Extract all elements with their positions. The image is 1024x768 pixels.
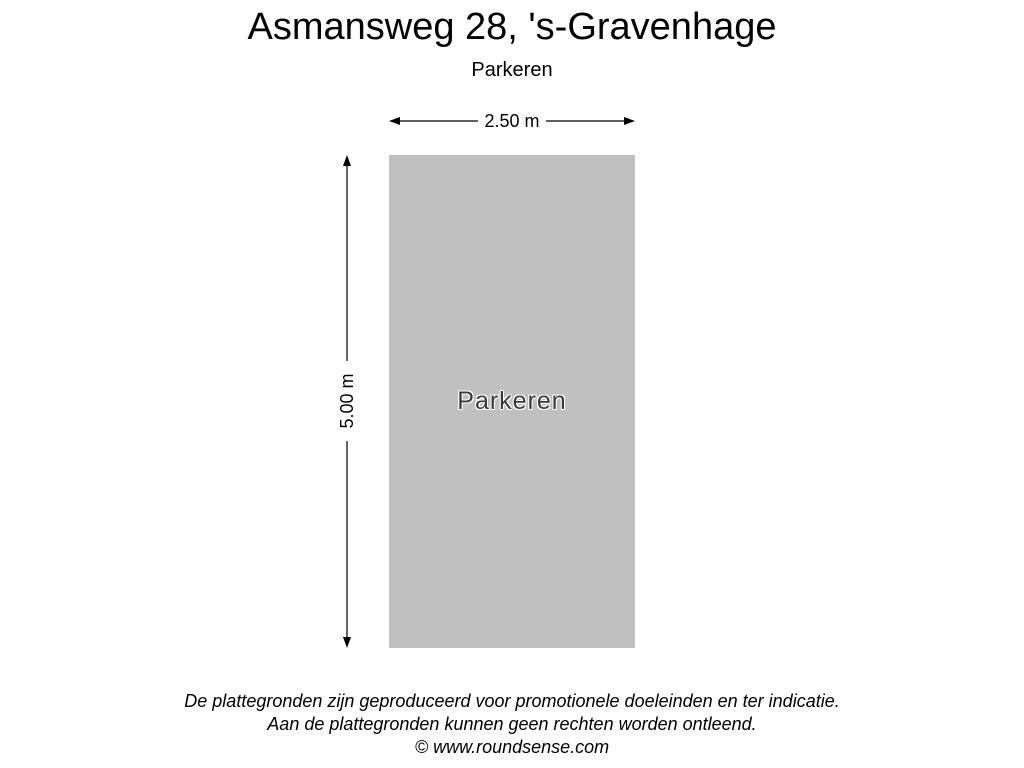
disclaimer-line-1: De plattegronden zijn geproduceerd voor promotionele doeleinden en ter indicatie. — [184, 691, 840, 711]
disclaimer — [0, 690, 1024, 759]
width-dimension-text: 2.50 m — [478, 111, 545, 131]
height-dimension-text: 5.00 m — [335, 361, 359, 441]
copyright-line: © www.roundsense.com — [414, 737, 610, 757]
floor-subtitle: Parkeren — [471, 59, 553, 81]
page-title: Asmansweg 28, 's-Gravenhage — [247, 6, 777, 48]
disclaimer-line-2: Aan de plattegronden kunnen geen rechten worden ontleend. — [267, 714, 757, 734]
room-label: Parkeren — [457, 387, 567, 415]
width-dimension-label — [389, 109, 635, 133]
